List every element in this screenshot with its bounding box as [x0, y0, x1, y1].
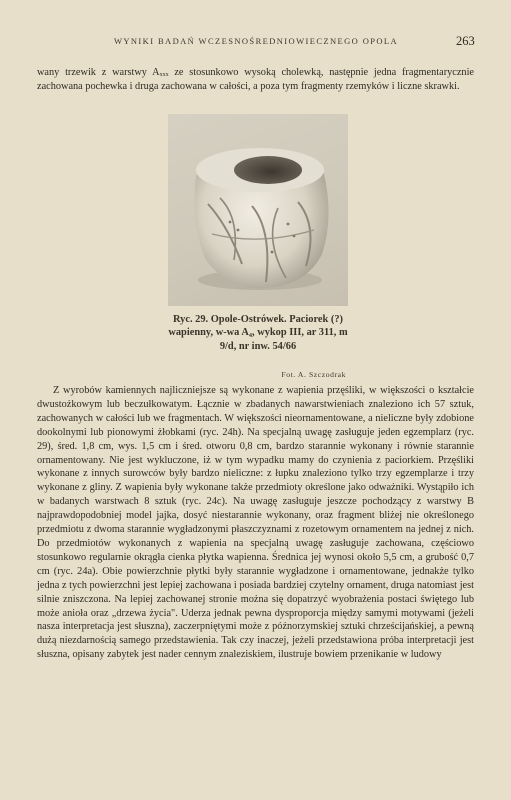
page-number: 263: [456, 34, 475, 48]
top-paragraph: wany trzewik z warstwy Aₓₓₓ ze stosunkowo wysoką cholewką, następnie jedna fragmentarycznie zachowana pochewka i druga zachowana w całości, a poza tym fragmenty rzemyków i liczne skrawki.: [37, 67, 474, 92]
figure-photo-bead: [168, 114, 348, 306]
photo-credit: Fot. A. Szczodrak: [281, 370, 346, 379]
running-header: WYNIKI BADAŃ WCZESNOŚREDNIOWIECZNEGO OPOLA: [113, 36, 399, 46]
figure-caption: Ryc. 29. Opole-Ostrówek. Paciorek (?) wapienny, w-wa A₄, wykop III, ar 311, m 9/d, nr inw. 54/66: [168, 314, 348, 352]
body-paragraph: Z wyrobów kamiennych najliczniejsze są wykonane z wapienia przęśliki, w większości o kształcie dwustożkowym lub beczułkowatym. Łącznie w zbadanych nawarstwieniach znaleziono ich 57 sztuk, zachowanych w całości lub we fragmentach. W większości nieornamentowane, a nieliczne były zdobione dookolnymi lub pionowymi żłobkami (ryc. 24h). Na specjalną uwagę zasługuje jeden egzemplarz (ryc. 29), śred. 1,8 cm, wys. 1,5 cm i śred. otworu 0,8 cm, bardzo starannie wykonany i równie starannie ornamentowany. Nie jest wykluczone, iż w tym wypadku mamy do czynienia z paciorkiem. Przęśliki wykonane z innych surowców były bardzo nieliczne: z łupku znaleziono tylko trzy egzemplarze i trzy wykonane z gliny. Z wapienia były wykonane także przedmioty określone jako odważniki. Wystąpiło ich w badanych warstwach 8 sztuk (ryc. 24c). Na uwagę zasługuje jeszcze pochodzący z warstwy B najprawdopodobniej model jajka, dosyć niestarannie wykonany, oraz fragment bliżej nie określonego przedmiotu z dwoma starannie wygładzonymi płaszczyznami z rozetowym ornamentem na jednej z nich. Do przedmiotów wykonanych z wapienia na specjalną uwagę zasługuje zachowana, częściowo stosunkowo regularnie okrągła cienka płytka wapienna. Średnica jej wynosi około 5,5 cm, a grubość 0,7 cm (ryc. 24a). Obie powierzchnie płytki były starannie wygładzone i ornamentowane, jednakże tylko jedna z tych powierzchni jest lepiej zachowana i posiada bardziej czytelny ornament, druga natomiast jest silnie zniszczona. Na lepiej zachowanej stronie można się dopatrzyć wyobrażenia postaci świętego lub może anioła oraz „drzewa życia". Uderza jednak pewna dysproporcja między samymi motywami (jeżeli nasza interpretacja jest słuszna), zaczerpniętymi może z późnorzymskiej sztuki chrześcijańskiej, a pewną dużą niezdarnością samego przedstawienia. Tak czy inaczej, jeżeli przedstawiona próba interpretacji jest słuszna, opisany zabytek jest nader cennym znaleziskiem, ilustruje bowiem przenikanie w ludowy: [37, 385, 474, 661]
